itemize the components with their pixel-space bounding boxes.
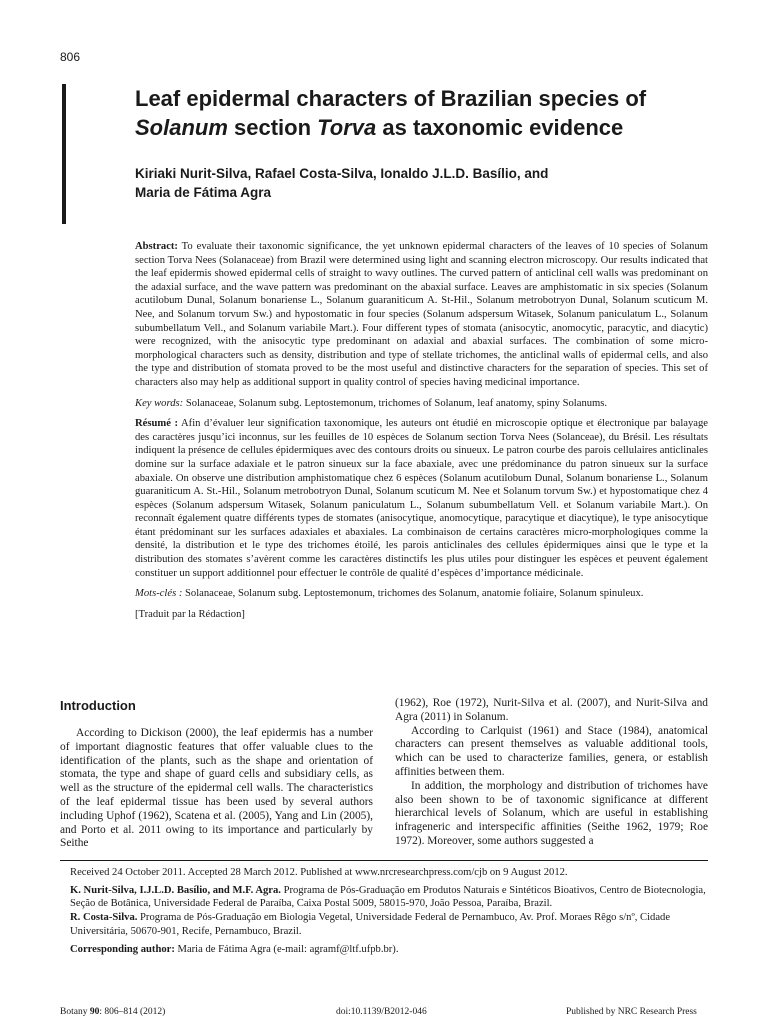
mots-cles-label: Mots-clés : [135, 588, 183, 600]
affiliation-2-names: R. Costa-Silva. [70, 912, 138, 924]
authors-line2: Maria de Fátima Agra [135, 185, 272, 200]
intro-paragraph-1-cont: (1962), Roe (1972), Nurit-Silva et al. (2007), and Nurit-Silva and Agra (2011) in Solanum. [395, 697, 708, 723]
keywords-paragraph [135, 397, 708, 411]
corresponding-text: Maria de Fátima Agra (e-mail: agramf@ltf.ufpb.br). [174, 943, 399, 955]
translation-note: [Traduit par la Rédaction] [135, 608, 245, 620]
title-line1: Leaf epidermal characters of Brazilian species of [135, 86, 647, 111]
abstract-block [135, 240, 708, 628]
body-column-left [60, 727, 373, 851]
affiliation-1-names: K. Nurit-Silva, I.J.L.D. Basílio, and M.F. Agra. [70, 884, 281, 896]
title-section: section [227, 115, 318, 140]
footnote-box [70, 866, 708, 960]
article-title [135, 84, 725, 142]
keywords-text: Solanaceae, Solanum subg. Leptostemonum, trichomes of Solanum, leaf anatomy, spiny Solanums. [183, 397, 608, 409]
body-column-right [395, 697, 708, 849]
mots-cles-paragraph [135, 587, 708, 601]
authors-line1: Kiriaki Nurit-Silva, Rafael Costa-Silva, Ionaldo J.L.D. Basílio, and [135, 166, 549, 181]
corresponding-label: Corresponding author: [70, 943, 175, 955]
footnote-rule [60, 860, 708, 861]
resume-label: Résumé : [135, 418, 179, 430]
corresponding-author [70, 943, 708, 957]
abstract-label: Abstract: [135, 241, 178, 252]
intro-paragraph-1: According to Dickison (2000), the leaf epidermis has a number of important diagnostic features that offer valuable clues to the identification of the plants, such as the shape and orientation of stomata, the type and shape of guard cells and subsidiary cells, as well as the structure of the epidermal cell walls. The characteristics of the leaf epidermal tissue has been used by several authors including Uphof (1962), Scatena et al. (2005), Yang and Lin (2005), and Porto et al. 2011 owing to its importance and particularly by Seithe [60, 727, 373, 850]
resume-paragraph [135, 417, 708, 580]
introduction-heading: Introduction [60, 698, 136, 713]
received-line: Received 24 October 2011. Accepted 28 March 2012. Published at www.nrcresearchpress.com/cjb on 9 August 2012. [70, 867, 568, 878]
journal-volume: 90 [89, 1007, 100, 1017]
resume-text: Afin d’évaluer leur signification taxonomique, les auteurs ont étudié en microscopie optique et électronique par balayage des caractères jusqu’ici inconnus, sur les feuilles de 10 espèces de Solanum section Torva Nees (Solanceae), du Brésil. Les résultats indiquent la présence de cellules épidermiques avec des contours droits ou sinueux. Le patron courbe des parois cellulaires anticlinales domine sur la surface adaxiale et le patron sinueux sur la face abaxiale, avec une prédominance du patron sinueux sur la surface abaxiale. On observe une distribution amphistomatique chez 6 espèces (Solanum acutilobum Dunal, Solanum bonariense L., Solanum guaraniticum A. St.-Hil., Solanum metrobotryon Dunal, Solanum scuticum M. Nee et Solanum torvum Sw.) et hypostomatique chez 4 espèces (Solanum adspersum Witasek, Solanum paniculatum L., Solanum subumbellatum Vell. et Solanum variabile Mart.). On reconnaît également quatre différents types de stomates (anisocytique, anomocytique, paracytique et diacytique), le type anisocytique étant prédominant sur les surfaces adaxiales et abaxiales. La combinaison de certains caractères micro-morphologiques comme la densité, la distribution et le type des trichomes étoilé, les parois anticlinales des cellules épidermiques ainsi que le type et la distribution des stomates s’avèrent comme les caractères distinctifs les plus utiles pour distinguer les espèces et peuvent également constituer un support additionnel pour effectuer le contrôle de qualité d’espèces d’importance médicinale. [135, 418, 709, 579]
publisher-line: Published by NRC Research Press [566, 1007, 697, 1017]
title-rule [62, 84, 66, 224]
title-section-name: Torva [317, 115, 377, 140]
abstract-paragraph [135, 240, 708, 390]
journal-pages: : 806–814 (2012) [99, 1007, 166, 1017]
doi: doi:10.1139/B2012-046 [336, 1007, 427, 1017]
author-list [135, 164, 725, 202]
journal-citation [60, 1007, 165, 1017]
title-genus: Solanum [135, 115, 228, 140]
affiliation-2-text: Programa de Pós-Graduação em Biologia Vegetal, Universidade Federal de Pernambuco, Av. Prof. Moraes Rêgo s/nº, Cidade Universitária, 50670-901, Recife, Pernambuco, Brazil. [70, 912, 671, 937]
keywords-label: Key words: [135, 397, 184, 409]
affiliation-1-text: Programa de Pós-Graduação em Produtos Naturais e Sintéticos Bioativos, Centro de Biotecnologia, Seção de Botânica, Universidade Federal de Paraíba, Caixa Postal 5009, 58015-970, João Pessoa, Paraíba, Brazil. [70, 884, 706, 910]
title-end: as taxonomic evidence [376, 115, 624, 140]
abstract-text: To evaluate their taxonomic significance, the yet unknown epidermal characters of the leaves of 10 species of Solanum section Torva Nees (Solanaceae) from Brazil were determined using light and scanning electron microscopy. Our results indicated that the leaf epidermis showed epidermal cells of straight to wavy outlines. The curved pattern of anticlinal cell walls was predominant on the adaxial surface, and the wave pattern was predominant on the abaxial surface. Leaves are amphistomatic in six species (Solanum acutilobum Dunal, Solanum bonariense L., Solanum guaraniticum A. St-Hil., Solanum metrobotryon Dunal, Solanum scuticum M. Nee, and Solanum torvum Sw.) and hypostomatic in four species (Solanum adspersum Witasek, Solanum paniculatum L., Solanum subumbellatum Vell., and Solanum variabile Mart.). Four different types of stomata (anisocytic, anomocytic, paracytic, and diacytic) were recognized, with the anisocytic type predominant on adaxial and abaxial surfaces. The combination of some micro-morphological characters such as density, distribution and type of stellate trichomes, the anticlinal walls of epidermal cells, and also the type and distribution of stomata proved to be the most useful and distinctive characters for the separation of species. This set of characters also may help as additional support in quality control of species having medicinal importance. [135, 241, 708, 388]
page-number: 806 [60, 50, 81, 64]
intro-paragraph-3: In addition, the morphology and distribution of trichomes have also been shown to be of taxonomic significance at different hierarchical levels of Solanum, which are useful in establishing infrageneric and interspecific affinities (Seithe 1962, 1979; Roe 1972). Moreover, some authors suggested a [395, 779, 708, 847]
intro-paragraph-2: According to Carlquist (1961) and Stace (1984), anatomical characters can present themselves as valuable additional tools, which can be used to characterize families, genera, or establish affinities between them. [395, 724, 708, 778]
affiliation-1 [70, 884, 708, 939]
mots-cles-text: Solanaceae, Solanum subg. Leptostemonum, trichomes des Solanum, anatomie foliaire, Solanum spinuleux. [182, 588, 644, 600]
journal-name: Botany [60, 1007, 88, 1017]
